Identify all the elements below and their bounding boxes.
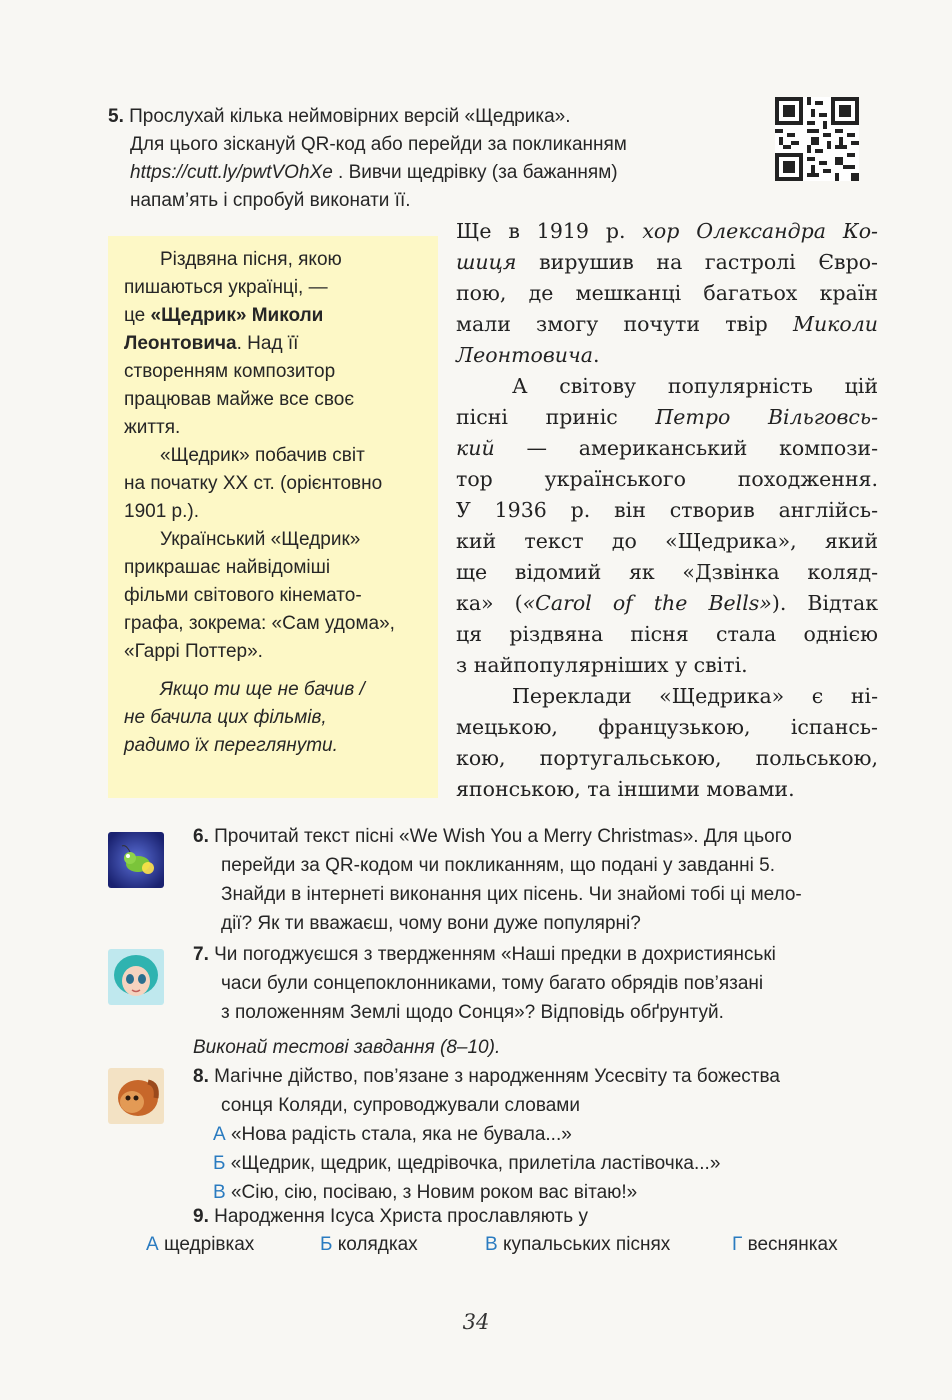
main-text-line: А світову популярність цій <box>512 374 878 398</box>
info-text: це «Щедрик» Миколи <box>124 305 324 326</box>
main-text <box>456 216 878 805</box>
main-text-line: Переклади «Щедрика» є ні- <box>512 684 878 708</box>
info-text: Леонтовича. Над її <box>124 333 299 354</box>
task-7-text: з положенням Землі щодо Сонця»? Відповідь обґрунтуй. <box>221 1002 724 1023</box>
task-9-option-b[interactable]: Б колядках <box>320 1234 418 1255</box>
main-text-line: ще відомий як «Дзвінка коляд- <box>456 560 878 584</box>
main-text-line: ця різдвяна пісня стала однією <box>456 622 878 646</box>
main-text-line: кий текст до «Щедрика», який <box>456 529 878 553</box>
task-5-line-2: Для цього зіскануй QR-код або перейди за покликанням <box>130 134 627 155</box>
info-box <box>108 236 438 798</box>
task-9: 9. Народження Ісуса Христа прославляють у <box>193 1206 588 1227</box>
task-6-text: дії? Як ти вважаєш, чому вони дуже популярні? <box>221 913 641 934</box>
task-8-option-a[interactable]: А «Нова радість стала, яка не бувала...» <box>213 1124 572 1145</box>
main-text-line: мецькою, французькою, іспансь- <box>456 715 878 739</box>
main-text-line: Леонтовича. <box>456 343 600 367</box>
girl-character-icon <box>108 949 164 1005</box>
task-9-number: 9. <box>193 1206 209 1227</box>
info-note: не бачила цих фільмів, <box>124 707 327 728</box>
main-text-line: кою, португальською, польською, <box>456 746 878 770</box>
info-text: працював майже все своє <box>124 389 355 410</box>
info-text: Різдвяна пісня, якою <box>160 249 342 270</box>
task-5 <box>108 103 748 215</box>
task-8: 8. Магічне дійство, пов’язане з народженням Усесвіту та божества сонця Коляди, супроводжували словами А «Нова радість стала, яка не бувала...» Б «Щедрик, щедрик, щедрівочка, прилетіла ластівочка...» В «Сію, сію, посіваю, з Новим роком вас вітаю!» <box>193 1063 873 1208</box>
task-8-text: сонця Коляди, супроводжували словами <box>221 1095 580 1116</box>
tests-intro: Виконай тестові завдання (8–10). <box>193 1037 501 1058</box>
task-7: 7. Чи погоджуєшся з твердженням «Наші предки в дохристиянські часи були сонцепоклонниками, тому багато обрядів пов’язані з положенням Землі щодо Сонця»? Відповідь обґрунтуй. <box>193 941 873 1028</box>
main-text-line: з найпопулярніших у світі. <box>456 653 748 677</box>
page-number: 34 <box>462 1310 490 1334</box>
info-text: на початку ХХ ст. (орієнтовно <box>124 473 383 494</box>
task-8-option-b[interactable]: Б «Щедрик, щедрик, щедрівочка, прилетіла ластівочка...» <box>213 1153 721 1174</box>
info-text: Український «Щедрик» <box>160 529 361 550</box>
task-7-text: часи були сонцепоклонниками, тому багато обрядів пов’язані <box>221 973 764 994</box>
task-5-link[interactable]: https://cutt.ly/pwtVOhXe <box>130 162 333 183</box>
task-6: 6. Прочитай текст пісні «We Wish You a Merry Christmas». Для цього перейди за QR-кодом чи покликанням, що подані у завданні 5. Знайди в інтернеті виконання цих пісень. Чи знайомі тобі ці мело- дії? Як ти вважаєш, чому вони дуже популярні? <box>193 823 873 939</box>
task-5-line-3: https://cutt.ly/pwtVOhXe . Вивчи щедрівку (за бажанням) <box>130 162 618 183</box>
firefly-character-icon <box>108 832 164 888</box>
task-9-option-c[interactable]: В купальських піснях <box>485 1234 671 1255</box>
task-6-number: 6. <box>193 826 209 847</box>
main-text-line: У 1936 р. він створив англійсь- <box>456 498 878 522</box>
main-text-line: пісні приніс Петро Вільговсь- <box>456 405 878 429</box>
main-text-line: Ще в 1919 р. хор Олександра Ко- <box>456 219 878 243</box>
info-text: створенням композитор <box>124 361 336 382</box>
info-text: життя. <box>124 417 181 438</box>
task-7-number: 7. <box>193 944 209 965</box>
info-text: 1901 р.). <box>124 501 199 522</box>
main-text-line: тор українського походження. <box>456 467 878 491</box>
info-text: «Щедрик» побачив світ <box>160 445 365 466</box>
task-8-option-c[interactable]: В «Сію, сію, посіваю, з Новим роком вас вітаю!» <box>213 1182 638 1203</box>
info-text: пишаються українці, — <box>124 277 328 298</box>
main-text-line: шиця вирушив на гастролі Євро- <box>456 250 878 274</box>
info-text: «Гаррі Поттер». <box>124 641 263 662</box>
main-text-line: японською, та іншими мовами. <box>456 777 795 801</box>
main-text-line: ка» («Carol of the Bells»). Відтак <box>456 591 879 615</box>
task-9-options <box>146 1231 866 1259</box>
info-text: прикрашає найвідоміші <box>124 557 331 578</box>
task-8-number: 8. <box>193 1066 209 1087</box>
task-5-number: 5. <box>108 106 124 127</box>
task-9-option-a[interactable]: А щедрівках <box>146 1234 255 1255</box>
info-note: Якщо ти ще не бачив / <box>160 679 365 700</box>
task-5-line-4: напам’ять і спробуй виконати її. <box>130 190 411 211</box>
qr-code-icon[interactable] <box>775 97 859 181</box>
squirrel-character-icon <box>108 1068 164 1124</box>
info-text: фільми світового кінемато- <box>124 585 362 606</box>
task-6-text: Знайди в інтернеті виконання цих пісень. Чи знайомі тобі ці мело- <box>221 884 802 905</box>
task-6-text: перейди за QR-кодом чи покликанням, що подані у завданні 5. <box>221 855 775 876</box>
info-note: радимо їх переглянути. <box>124 735 338 756</box>
main-text-line: кий — американський компози- <box>456 436 878 460</box>
info-text: графа, зокрема: «Сам удома», <box>124 613 395 634</box>
task-9-option-d[interactable]: Г веснянках <box>732 1234 838 1255</box>
main-text-line: мали змогу почути твір Миколи <box>456 312 878 336</box>
task-5-line-1: 5. Прослухай кілька неймовірних версій «Щедрика». <box>108 106 571 127</box>
main-text-line: пою, де мешканці багатьох країн <box>456 281 878 305</box>
